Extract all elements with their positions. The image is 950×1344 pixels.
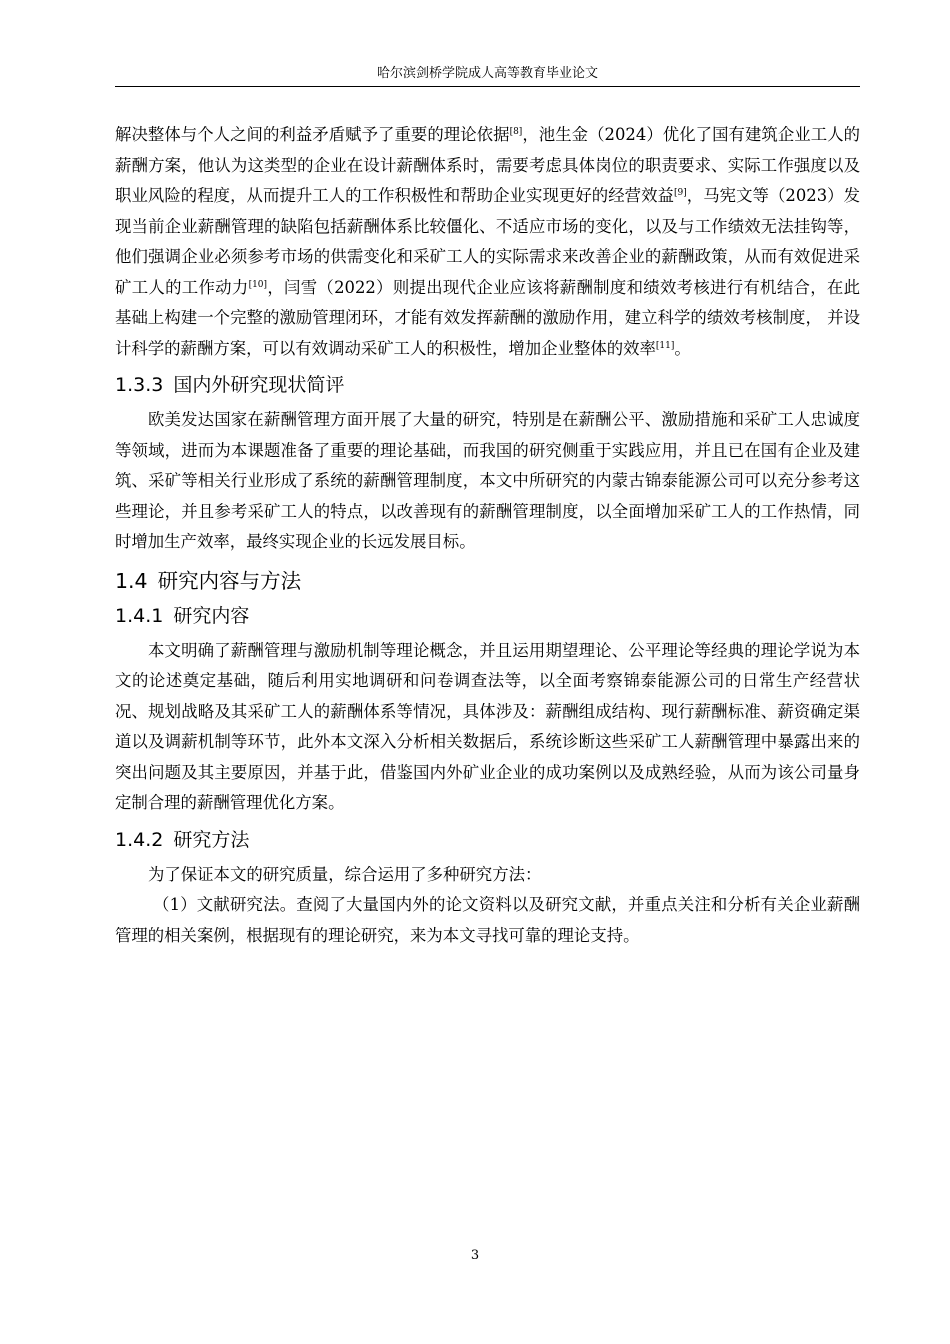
page-number: 3	[470, 1248, 480, 1263]
section-heading-1-4	[115, 567, 860, 595]
paragraph-text: 解决整体与个人之间的利益矛盾赋予了重要的理论依据	[115, 125, 510, 144]
citation-ref: [9]	[673, 188, 687, 198]
section-number: 1.3.3	[115, 374, 164, 396]
paragraph-text: 。	[674, 338, 691, 358]
section-title: 研究方法	[173, 828, 250, 851]
paragraph-literature-review	[115, 120, 860, 364]
paragraph-text: ，闫雪（2022）则提出现代企业应该将薪酬制度和绩效考核进行有机结合，在此基础上构建一个完整的激励管理闭环，才能有效发挥薪酬的激励作用，建立科学的绩效考核制度， 并设计科学的薪酬方案，可以有效调动采矿工人的积极性，增加企业整体的效率	[115, 277, 860, 358]
paragraph-research-content: 本文明确了薪酬管理与激励机制等理论概念，并且运用期望理论、公平理论等经典的理论学说为本文的论述奠定基础，随后利用实地调研和问卷调查法等，以全面考察锦泰能源公司的日常生产经营状况、规划战略及其采矿工人的薪酬体系等情况，具体涉及：薪酬组成结构、现行薪酬标准、薪资确定渠道以及调薪机制等环节，此外本文深入分析相关数据后，系统诊断这些采矿工人薪酬管理中暴露出来的突出问题及其主要原因，并基于此，借鉴国内外矿业企业的成功案例以及成熟经验，从而为该公司量身定制合理的薪酬管理优化方案。	[115, 640, 860, 812]
section-number: 1.4.1	[115, 604, 164, 627]
paragraph-text: ，马宪文等（2023）发现当前企业薪酬管理的缺陷包括薪酬体系比较僵化、不适应市场的变化，以及与工作绩效无法挂钩等，他们强调企业必须参考市场的供需变化和采矿工人的实际需求来改善企业的薪酬政策，从而有效促进采矿工人的工作动力	[115, 186, 861, 297]
section-heading-1-4-1	[115, 604, 860, 628]
section-heading-1-3-3	[115, 373, 860, 397]
section-title: 国内外研究现状简评	[173, 374, 345, 396]
citation-ref: [8]	[509, 127, 523, 137]
citation-ref: [10]	[248, 279, 268, 290]
citation-ref: [11]	[655, 340, 675, 351]
paragraph-review-summary: 欧美发达国家在薪酬管理方面开展了大量的研究，特别是在薪酬公平、激励措施和采矿工人忠诚度等领域，进而为本课题准备了重要的理论基础，而我国的研究侧重于实践应用，并且已在国有企业及建筑、采矿等相关行业形成了系统的薪酬管理制度，本文中所研究的内蒙古锦泰能源公司可以充分参考这些理论，并且参考采矿工人的特点，以改善现有的薪酬管理制度，以全面增加采矿工人的工作热情，同时增加生产效率，最终实现企业的长远发展目标。	[115, 410, 860, 551]
section-number: 1.4.2	[115, 828, 164, 851]
header-divider	[115, 86, 860, 87]
running-header: 哈尔滨剑桥学院成人高等教育毕业论文	[376, 66, 598, 81]
section-title: 研究内容	[173, 604, 250, 627]
paragraph-methods-intro: 为了保证本文的研究质量，综合运用了多种研究方法：	[148, 864, 542, 884]
paragraph-text: ，池生金（2024）优化了国有建筑企业工人的薪酬方案，他认为这类型的企业在设计薪酬体系时，需要考虑具体岗位的职责要求、实际工作强度以及职业风险的程度，从而提升工人的工作积极性和帮助企业实现更好的经营效益	[115, 125, 860, 205]
section-title: 研究内容与方法	[157, 568, 302, 593]
section-number: 1.4	[115, 568, 148, 593]
section-heading-1-4-2	[115, 828, 860, 852]
page-body	[115, 120, 860, 951]
paragraph-method-literature: （1）文献研究法。查阅了大量国内外的论文资料以及研究文献，并重点关注和分析有关企业薪酬管理的相关案例，根据现有的理论研究，来为本文寻找可靠的理论支持。	[115, 895, 860, 945]
